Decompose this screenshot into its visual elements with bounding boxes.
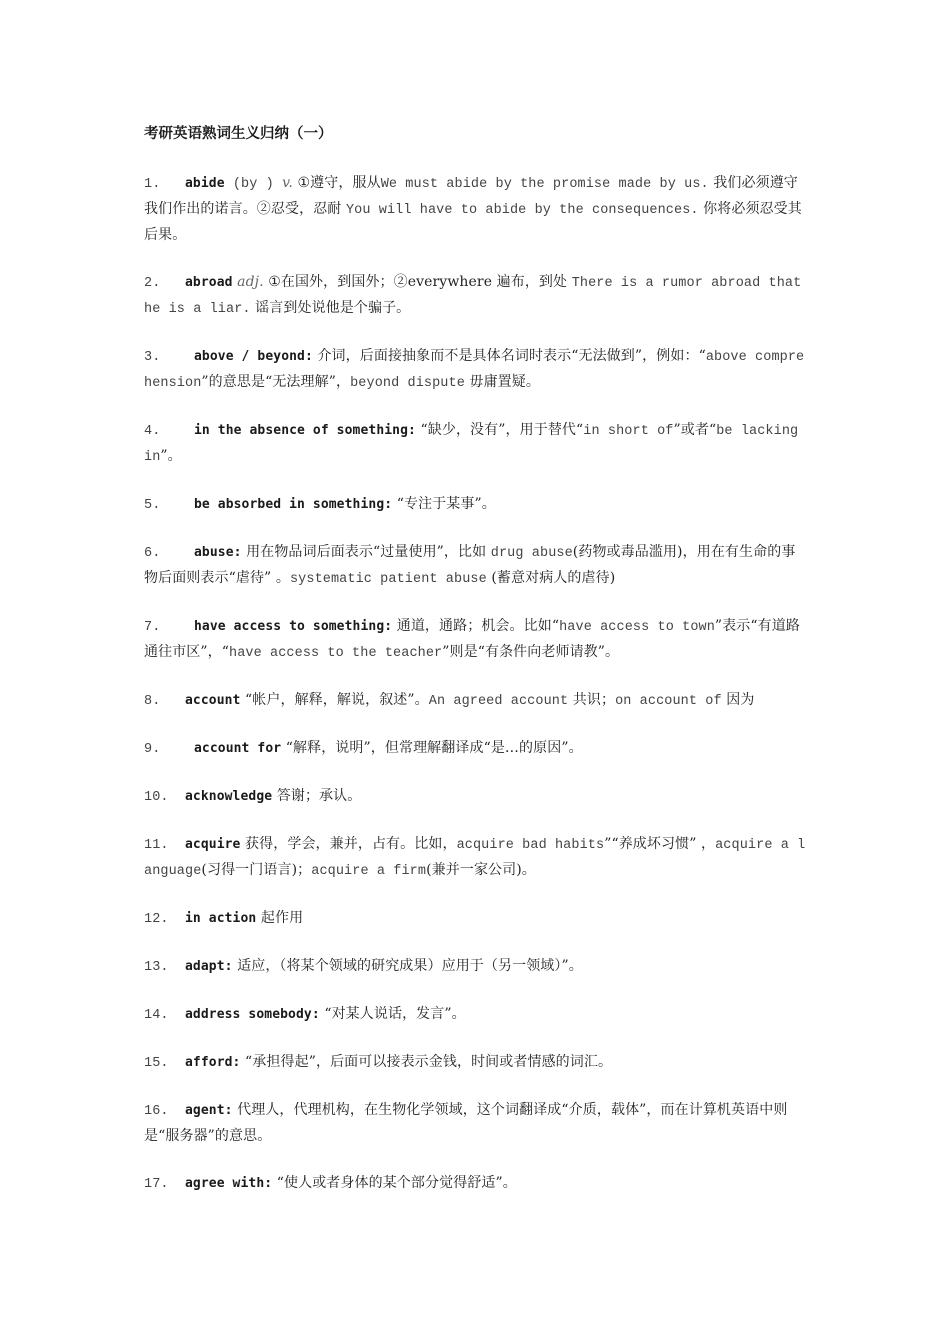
entry-headword: account for [194,741,282,756]
entry-text: (习得一门语言)； [201,862,312,878]
entry-text: 起作用 [256,910,304,926]
entry-number: 17. [144,1177,169,1192]
entry-text: “帐户，解释，解说，叙述”。 [240,692,429,708]
entry-number: 15. [144,1056,169,1071]
entry-text: 我们必须遵守我们作出的诺言。②忍受，忍耐 [144,175,798,217]
example-phrase: on account of [615,694,722,709]
entry-number: 2. [144,276,161,291]
entry-headword: in action [185,911,257,926]
example-sentence: We must abide by the promise made by us. [380,177,709,192]
entry-text: “承担得起”，后面可以接表示金钱，时间或者情感的词汇。 [240,1054,613,1070]
example-phrase: An agreed account [428,694,569,709]
entry-number: 10. [144,790,169,805]
entry-text: 通道，通路；机会。比如“ [392,618,560,634]
entry-text: (兼并一家公司)。 [426,862,536,878]
example-phrase: drug abuse [490,546,573,561]
entry-text: 你将必须忍受其后果。 [144,201,802,243]
entry-text: ”或者“ [673,422,717,438]
example-phrase: in short of [583,424,674,439]
entry-headword: agent: [185,1103,233,1118]
example-phrase: acquire a firm [311,864,427,879]
entry-text: (蓄意对病人的虐待) [486,570,616,586]
entry-16 [144,1098,808,1149]
entry-text: (by ) [224,177,283,192]
document-page [144,122,808,1219]
example-phrase: acquire bad habits [456,838,605,853]
entry-number: 13. [144,960,169,975]
entry-4 [144,418,808,470]
entry-6 [144,540,808,592]
entry-12 [144,906,808,932]
example-phrase: have access to town [559,620,715,635]
entry-number: 9. [144,742,161,757]
example-sentence: You will have to abide by the consequences. [345,203,699,218]
entry-5 [144,492,808,518]
entry-text: 毋庸置疑。 [464,374,540,390]
entry-text: 谣言到处说他是个骗子。 [250,300,411,316]
entry-9 [144,736,808,762]
entry-number: 14. [144,1008,169,1023]
entry-text: 答谢；承认。 [272,788,362,804]
example-phrase: acquire a language [144,838,806,879]
entry-text: ”。 [160,448,182,464]
entry-text: 适应，（将某个领域的研究成果）应用于（另一领域）”。 [232,958,583,974]
entry-number: 11. [144,838,169,853]
entry-headword: in the absence of something: [194,423,416,438]
entry-text: 共识； [568,692,616,708]
entry-headword: abide [185,176,225,191]
entry-text: 因为 [721,692,755,708]
entry-headword: acknowledge [185,789,273,804]
entry-8 [144,688,808,714]
entry-text: “对某人说话，发言”。 [319,1006,466,1022]
entry-3 [144,344,808,396]
entry-1 [144,171,808,248]
entry-number: 6. [144,546,161,561]
entry-headword: abuse: [194,545,242,560]
entry-14 [144,1002,808,1028]
entry-text: ”表示“有道路通往市区”，“ [144,618,800,660]
entry-number: 1. [144,177,161,192]
entry-number: 3. [144,350,161,365]
part-of-speech: adj. [237,274,264,290]
entry-text: ①遵守，服从 [297,175,381,191]
entry-13 [144,954,808,980]
document-title: 考研英语熟词生义归纳（一） [144,126,333,142]
entry-text: ”的意思是“无法理解”， [201,374,351,390]
entry-headword: have access to something: [194,619,393,634]
entry-text: 用在物品词后面表示“过量使用”，比如 [241,544,491,560]
entry-text: “缺少，没有”，用于替代“ [415,422,584,438]
entry-text: (药物或毒品滥用)，用在有生命的事物后面则表示“虐待” 。 [144,544,796,586]
entry-number: 8. [144,694,161,709]
example-phrase: be lacking in [144,424,799,465]
entry-7 [144,614,808,666]
entry-number: 16. [144,1104,169,1119]
entry-headword: above / beyond: [194,349,313,364]
entry-number: 12. [144,912,169,927]
entry-text: 介词，后面接抽象而不是具体名词时表示“无法做到”，例如：“ [312,348,706,364]
entry-headword: account [185,693,241,708]
entry-15 [144,1050,808,1076]
entry-headword: afford: [185,1055,241,1070]
entry-headword: be absorbed in something: [194,497,393,512]
entry-text: ”则是“有条件向老师请教”。 [442,644,620,660]
entry-headword: adapt: [185,959,233,974]
entry-headword: agree with: [185,1176,273,1191]
entry-text: 代理人，代理机构，在生物化学领域，这个词翻译成“介质，载体”，而在计算机英语中则是“服务器”的意思。 [144,1102,788,1144]
entry-text: ”“养成坏习惯” ， [604,836,716,852]
entry-headword: address somebody: [185,1007,320,1022]
entry-10 [144,784,808,810]
entry-number: 4. [144,424,161,439]
example-phrase: have access to the teacher [229,646,443,661]
entry-text: “专注于某事”。 [392,496,496,512]
example-phrase: above comprehension [144,350,805,391]
entry-text: ①在国外，到国外；②everywhere 遍布，到处 [268,274,572,290]
entry-2 [144,270,808,322]
example-phrase: systematic patient abuse [289,572,487,587]
entry-text: “解释，说明”，但常理解翻译成“是…的原因”。 [281,740,583,756]
part-of-speech: v. [282,175,293,191]
entry-text: “使人或者身体的某个部分觉得舒适”。 [272,1175,517,1191]
entry-number: 7. [144,620,161,635]
entry-17 [144,1171,808,1197]
entry-number: 5. [144,498,161,513]
entry-headword: acquire [185,837,241,852]
entry-headword: abroad [185,275,233,290]
entry-text: 获得，学会，兼并，占有。比如， [240,836,457,852]
example-sentence: There is a rumor abroad that he is a liar. [144,276,802,317]
example-phrase: beyond dispute [350,376,465,391]
entry-11 [144,832,808,884]
